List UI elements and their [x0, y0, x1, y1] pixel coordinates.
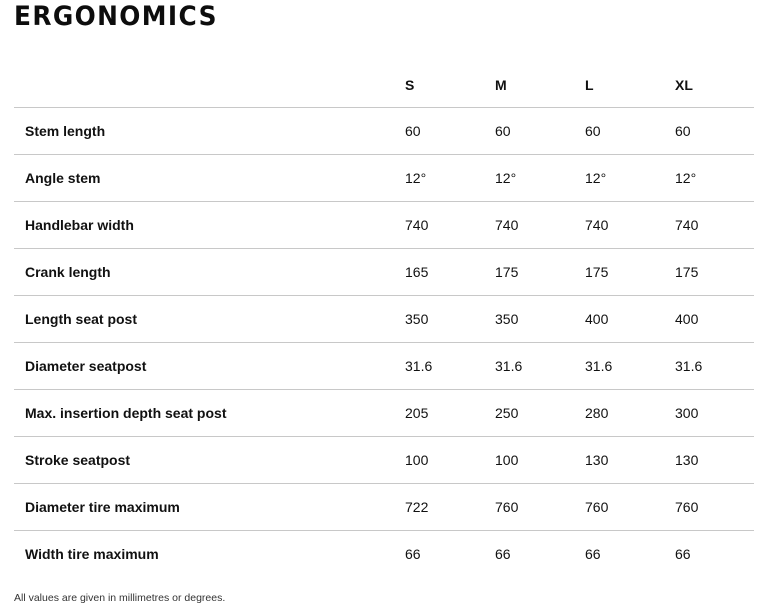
- value-cell: 66: [675, 546, 691, 562]
- value-cell: 280: [585, 390, 675, 437]
- value-cell: 205: [405, 390, 495, 437]
- value-cell: 31.6: [495, 343, 585, 390]
- table-row: [14, 484, 754, 531]
- table-row: [14, 108, 754, 155]
- value-cell: 300: [675, 390, 754, 437]
- table-row: [14, 531, 754, 578]
- value-cell: 760: [585, 484, 675, 531]
- table-row: [14, 437, 754, 484]
- row-label: Crank length: [14, 249, 405, 296]
- row-label: Stroke seatpost: [14, 437, 405, 484]
- value-cell: 130: [675, 437, 754, 484]
- value-cell: 400: [585, 296, 675, 343]
- value-cell: 165: [405, 249, 495, 296]
- value-cell: 12°: [585, 155, 675, 202]
- value-cell: 740: [675, 202, 754, 249]
- row-label: Width tire maximum: [25, 546, 159, 562]
- value-cell: 31.6: [675, 343, 754, 390]
- table-row: [14, 249, 754, 296]
- value-cell: 60: [585, 108, 675, 155]
- value-cell: 12°: [405, 155, 495, 202]
- header-size-m: M: [495, 62, 585, 108]
- value-cell: 740: [405, 202, 495, 249]
- row-label: Diameter tire maximum: [14, 484, 405, 531]
- value-cell: 740: [585, 202, 675, 249]
- table-header-row: [14, 62, 754, 108]
- header-size-xl: XL: [675, 62, 754, 108]
- row-label: Stem length: [14, 108, 405, 155]
- value-cell: 60: [405, 108, 495, 155]
- value-cell: 760: [495, 484, 585, 531]
- ergonomics-table: [14, 62, 754, 577]
- value-cell: 66: [405, 546, 421, 562]
- table-row: [14, 296, 754, 343]
- page-title: ERGONOMICS: [14, 1, 218, 32]
- value-cell: 722: [405, 484, 495, 531]
- value-cell: 130: [585, 437, 675, 484]
- value-cell: 400: [675, 296, 754, 343]
- value-cell: 250: [495, 390, 585, 437]
- header-size-l: L: [585, 62, 675, 108]
- row-label: Max. insertion depth seat post: [14, 390, 405, 437]
- table-row: [14, 390, 754, 437]
- value-cell: 760: [675, 484, 754, 531]
- value-cell: 350: [405, 296, 495, 343]
- value-cell: 100: [405, 437, 495, 484]
- footnote: All values are given in millimetres or degrees.: [14, 592, 226, 604]
- value-cell: 175: [675, 249, 754, 296]
- value-cell: 66: [585, 546, 601, 562]
- value-cell: 31.6: [405, 343, 495, 390]
- table-row: [14, 202, 754, 249]
- value-cell: 66: [495, 546, 511, 562]
- value-cell: 100: [495, 437, 585, 484]
- value-cell: 60: [675, 108, 754, 155]
- table-row: [14, 343, 754, 390]
- header-cell-empty: [14, 62, 405, 108]
- value-cell: 12°: [495, 155, 585, 202]
- row-label: Angle stem: [14, 155, 405, 202]
- value-cell: 350: [495, 296, 585, 343]
- value-cell: 740: [495, 202, 585, 249]
- header-size-s: S: [405, 62, 495, 108]
- row-label: Handlebar width: [14, 202, 405, 249]
- value-cell: 175: [495, 249, 585, 296]
- value-cell: 12°: [675, 155, 754, 202]
- table-row: [14, 155, 754, 202]
- value-cell: 60: [495, 108, 585, 155]
- value-cell: 175: [585, 249, 675, 296]
- row-label: Length seat post: [14, 296, 405, 343]
- value-cell: 31.6: [585, 343, 675, 390]
- row-label: Diameter seatpost: [14, 343, 405, 390]
